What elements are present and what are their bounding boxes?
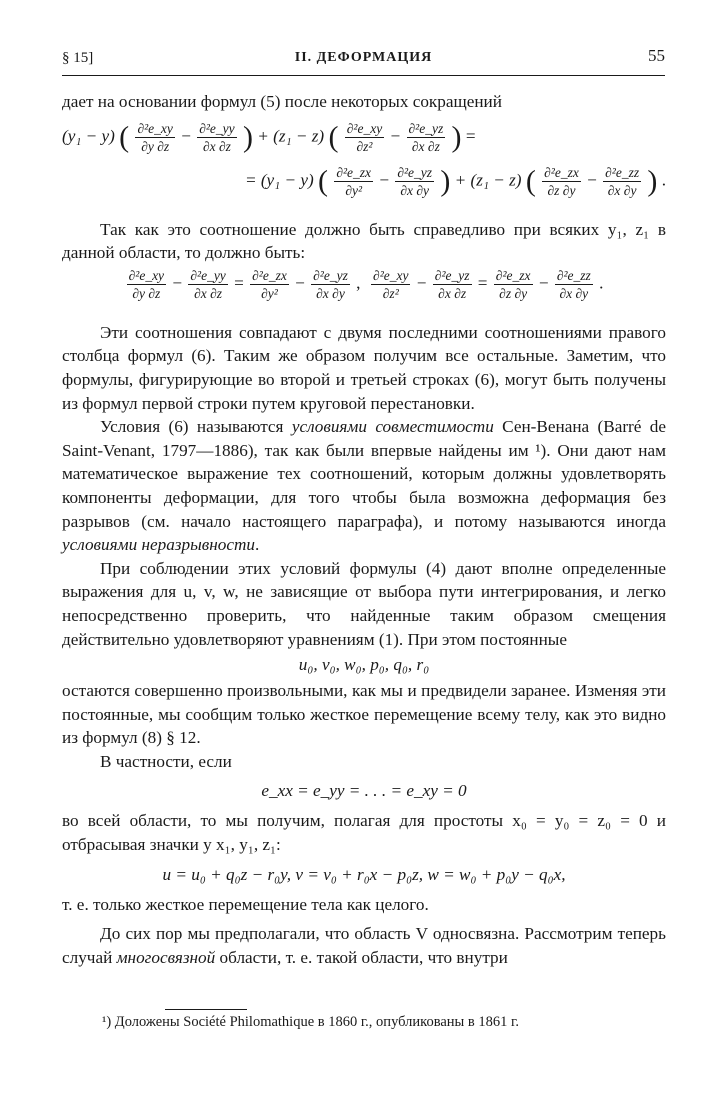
- main-text: [62, 90, 666, 969]
- paragraph-9: т. е. только жесткое перемещение тела как целого.: [62, 894, 429, 914]
- section-ref: § 15]: [62, 50, 94, 66]
- paragraph-8: во всей области, то мы получим, полагая для простоты x₀ = y₀ = z₀ = 0 и отбрасывая значки у x₁, y₁, z₁:: [62, 811, 666, 855]
- header-rule: [62, 75, 665, 76]
- page-number: 55: [648, 46, 665, 65]
- paragraph-7: В частности, если: [100, 751, 232, 771]
- running-header: [62, 46, 665, 72]
- paragraph-6: остаются совершенно произвольными, как мы и предвидели заранее. Изменяя эти постоянные, мы сообщим только жесткое перемещение всему телу, как это видно из формул (8) § 12.: [62, 681, 666, 748]
- equation-1-line-2: = (y₁ − y) ( $\frac{\text{∂²e\_zx}}{\text{∂y²}}$ − $\frac{\text{∂²e\_yz}}{\partial x \partial y}$ ) + (z₁ − z) ( $\frac{\text{∂²e\_zx}}{\partial z \partial y}$ − $\frac{\text{∂²e\_zz}}{\partial x \partial y}$ ) .: [244, 164, 666, 198]
- paragraph-4: Условия (6) называются условиями совместимости Сен-Венана (Barré de Saint-Venant, 1797—1886), так как были впервые найдены им ¹). Они дают нам математическое выражение тех соотношений, которым должны удовлетворять компоненты деформации, для того чтобы была возможна деформация без разрывов (см. начало настоящего параграфа), и потому называются иногда условиями неразрывности.: [62, 417, 666, 555]
- chapter-title: II. ДЕФОРМАЦИЯ: [294, 50, 433, 65]
- paragraph-3: Эти соотношения совпадают с двумя последними соотношениями правого столбца формул (6). Таким же образом получим все остальные. Заметим, что формулы, фигурирующие во второй и третьей строках (6), могут быть получены из формул первой строки путем круговой перестановки.: [62, 322, 666, 413]
- paragraph-10: До сих пор мы предполагали, что область V односвязна. Рассмотрим теперь случай многосвязной области, т. е. такой области, что внутри: [62, 924, 666, 967]
- paragraph-2: Так как это соотношение должно быть справедливо при всяких y₁, z₁ в данной области, то должно быть:: [62, 219, 666, 263]
- equation-1-line-1: (y₁ − y) ( $\frac{\text{∂²e\_xy}}{\partial y \partial z}$ − $\frac{\text{∂²e\_yy}}{\partial x \partial z}$ ) + (z₁ − z) ( $\frac{\text{∂²e\_xy}}{\text{∂z²}}$ − $\frac{\text{∂²e\_yz}}{\partial x \partial z}$ ) =: [62, 120, 476, 154]
- footnote-rule: [165, 1009, 247, 1010]
- equation-4: u = u₀ + q₀z − r₀y, v = v₀ + r₀x − p₀z, w = w₀ + p₀y − q₀x,: [162, 864, 566, 884]
- intro-paragraph: дает на основании формул (5) после некоторых сокращений: [62, 92, 502, 111]
- paragraph-5: При соблюдении этих условий формулы (4) дают вполне определенные выражения для u, v, w, не зависящие от выбора пути интегрирования, и легко непосредственно проверить, что найденные таким образом смещения действительно удовлетворяют уравнениям (1). При этом постоянные: [62, 558, 666, 649]
- constants-list: u₀, v₀, w₀, p₀, q₀, r₀: [298, 655, 430, 675]
- equation-3: e_xx = e_yy = . . . = e_xy = 0: [261, 781, 467, 801]
- footnote: ¹) Доложены Société Philomathique в 1860 г., опубликованы в 1861 г.: [102, 1014, 519, 1030]
- equation-2: $\frac{\text{∂²e\_xy}}{\partial y \partial z}$ − $\frac{\text{∂²e\_yy}}{\partial x \partial z}$ = $\frac{\text{∂²e\_zx}}{\text{∂y²}}$ − $\frac{\text{∂²e\_yz}}{\partial x \partial y}$ , $\frac{\text{∂²e\_xy}}{\text{∂z²}}$ − $\frac{\text{∂²e\_yz}}{\partial x \partial z}$ = $\frac{\text{∂²e\_zx}}{\partial z \partial y}$ − $\frac{\text{∂²e\_zz}}{\partial x \partial y}$ .: [128, 267, 604, 301]
